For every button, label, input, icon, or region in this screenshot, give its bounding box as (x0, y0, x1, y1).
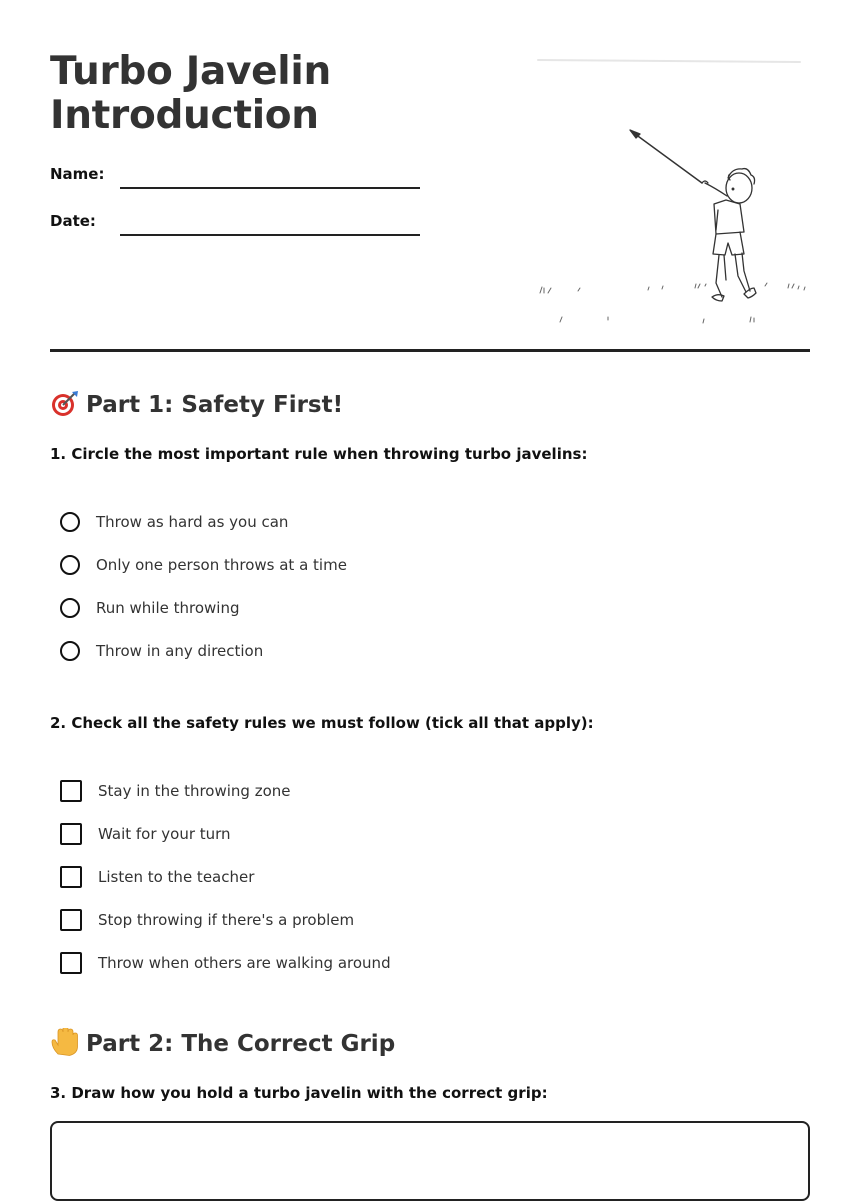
radio-circle[interactable] (60, 512, 80, 532)
title-line-2: Introduction (50, 93, 319, 138)
question-3: 3. Draw how you hold a turbo javelin with the correct grip: (50, 1084, 548, 1102)
option-label: Run while throwing (96, 599, 240, 617)
q1-option-1[interactable] (60, 509, 288, 535)
raised-hand-icon (50, 1028, 80, 1056)
option-label: Wait for your turn (98, 825, 231, 843)
checkbox[interactable] (60, 952, 82, 974)
option-label: Stop throwing if there's a problem (98, 911, 355, 929)
section-divider (50, 349, 810, 352)
q2-option-4[interactable] (60, 907, 354, 933)
question-2: 2. Check all the safety rules we must follow (tick all that apply): (50, 714, 594, 732)
checkbox[interactable] (60, 866, 82, 888)
q1-option-3[interactable] (60, 595, 240, 621)
name-label: Name: (50, 165, 105, 183)
checkbox[interactable] (60, 909, 82, 931)
part1-heading-text: Part 1: Safety First! (86, 392, 344, 418)
part1-heading (50, 389, 343, 420)
part2-heading-text: Part 2: The Correct Grip (86, 1031, 396, 1057)
radio-circle[interactable] (60, 598, 80, 618)
option-label: Throw in any direction (96, 642, 264, 660)
option-label: Throw as hard as you can (96, 513, 289, 531)
name-field[interactable] (120, 187, 420, 189)
option-label: Listen to the teacher (98, 868, 255, 886)
question-1: 1. Circle the most important rule when throwing turbo javelins: (50, 445, 588, 463)
radio-circle[interactable] (60, 641, 80, 661)
worksheet-title (50, 50, 331, 138)
date-label: Date: (50, 212, 96, 230)
option-label: Only one person throws at a time (96, 556, 347, 574)
option-label: Stay in the throwing zone (98, 782, 291, 800)
q2-option-3[interactable] (60, 864, 254, 890)
target-dart-icon (50, 389, 80, 417)
title-line-1: Turbo Javelin (50, 49, 331, 94)
q2-option-1[interactable] (60, 778, 291, 804)
q2-option-2[interactable] (60, 821, 231, 847)
radio-circle[interactable] (60, 555, 80, 575)
child-throwing-javelin-icon (530, 50, 810, 335)
q1-option-4[interactable] (60, 638, 263, 664)
date-field[interactable] (120, 234, 420, 236)
q2-option-5[interactable] (60, 950, 391, 976)
checkbox[interactable] (60, 780, 82, 802)
part2-heading (50, 1028, 395, 1059)
q1-option-2[interactable] (60, 552, 347, 578)
grip-drawing-area[interactable] (50, 1121, 810, 1201)
checkbox[interactable] (60, 823, 82, 845)
option-label: Throw when others are walking around (98, 954, 391, 972)
